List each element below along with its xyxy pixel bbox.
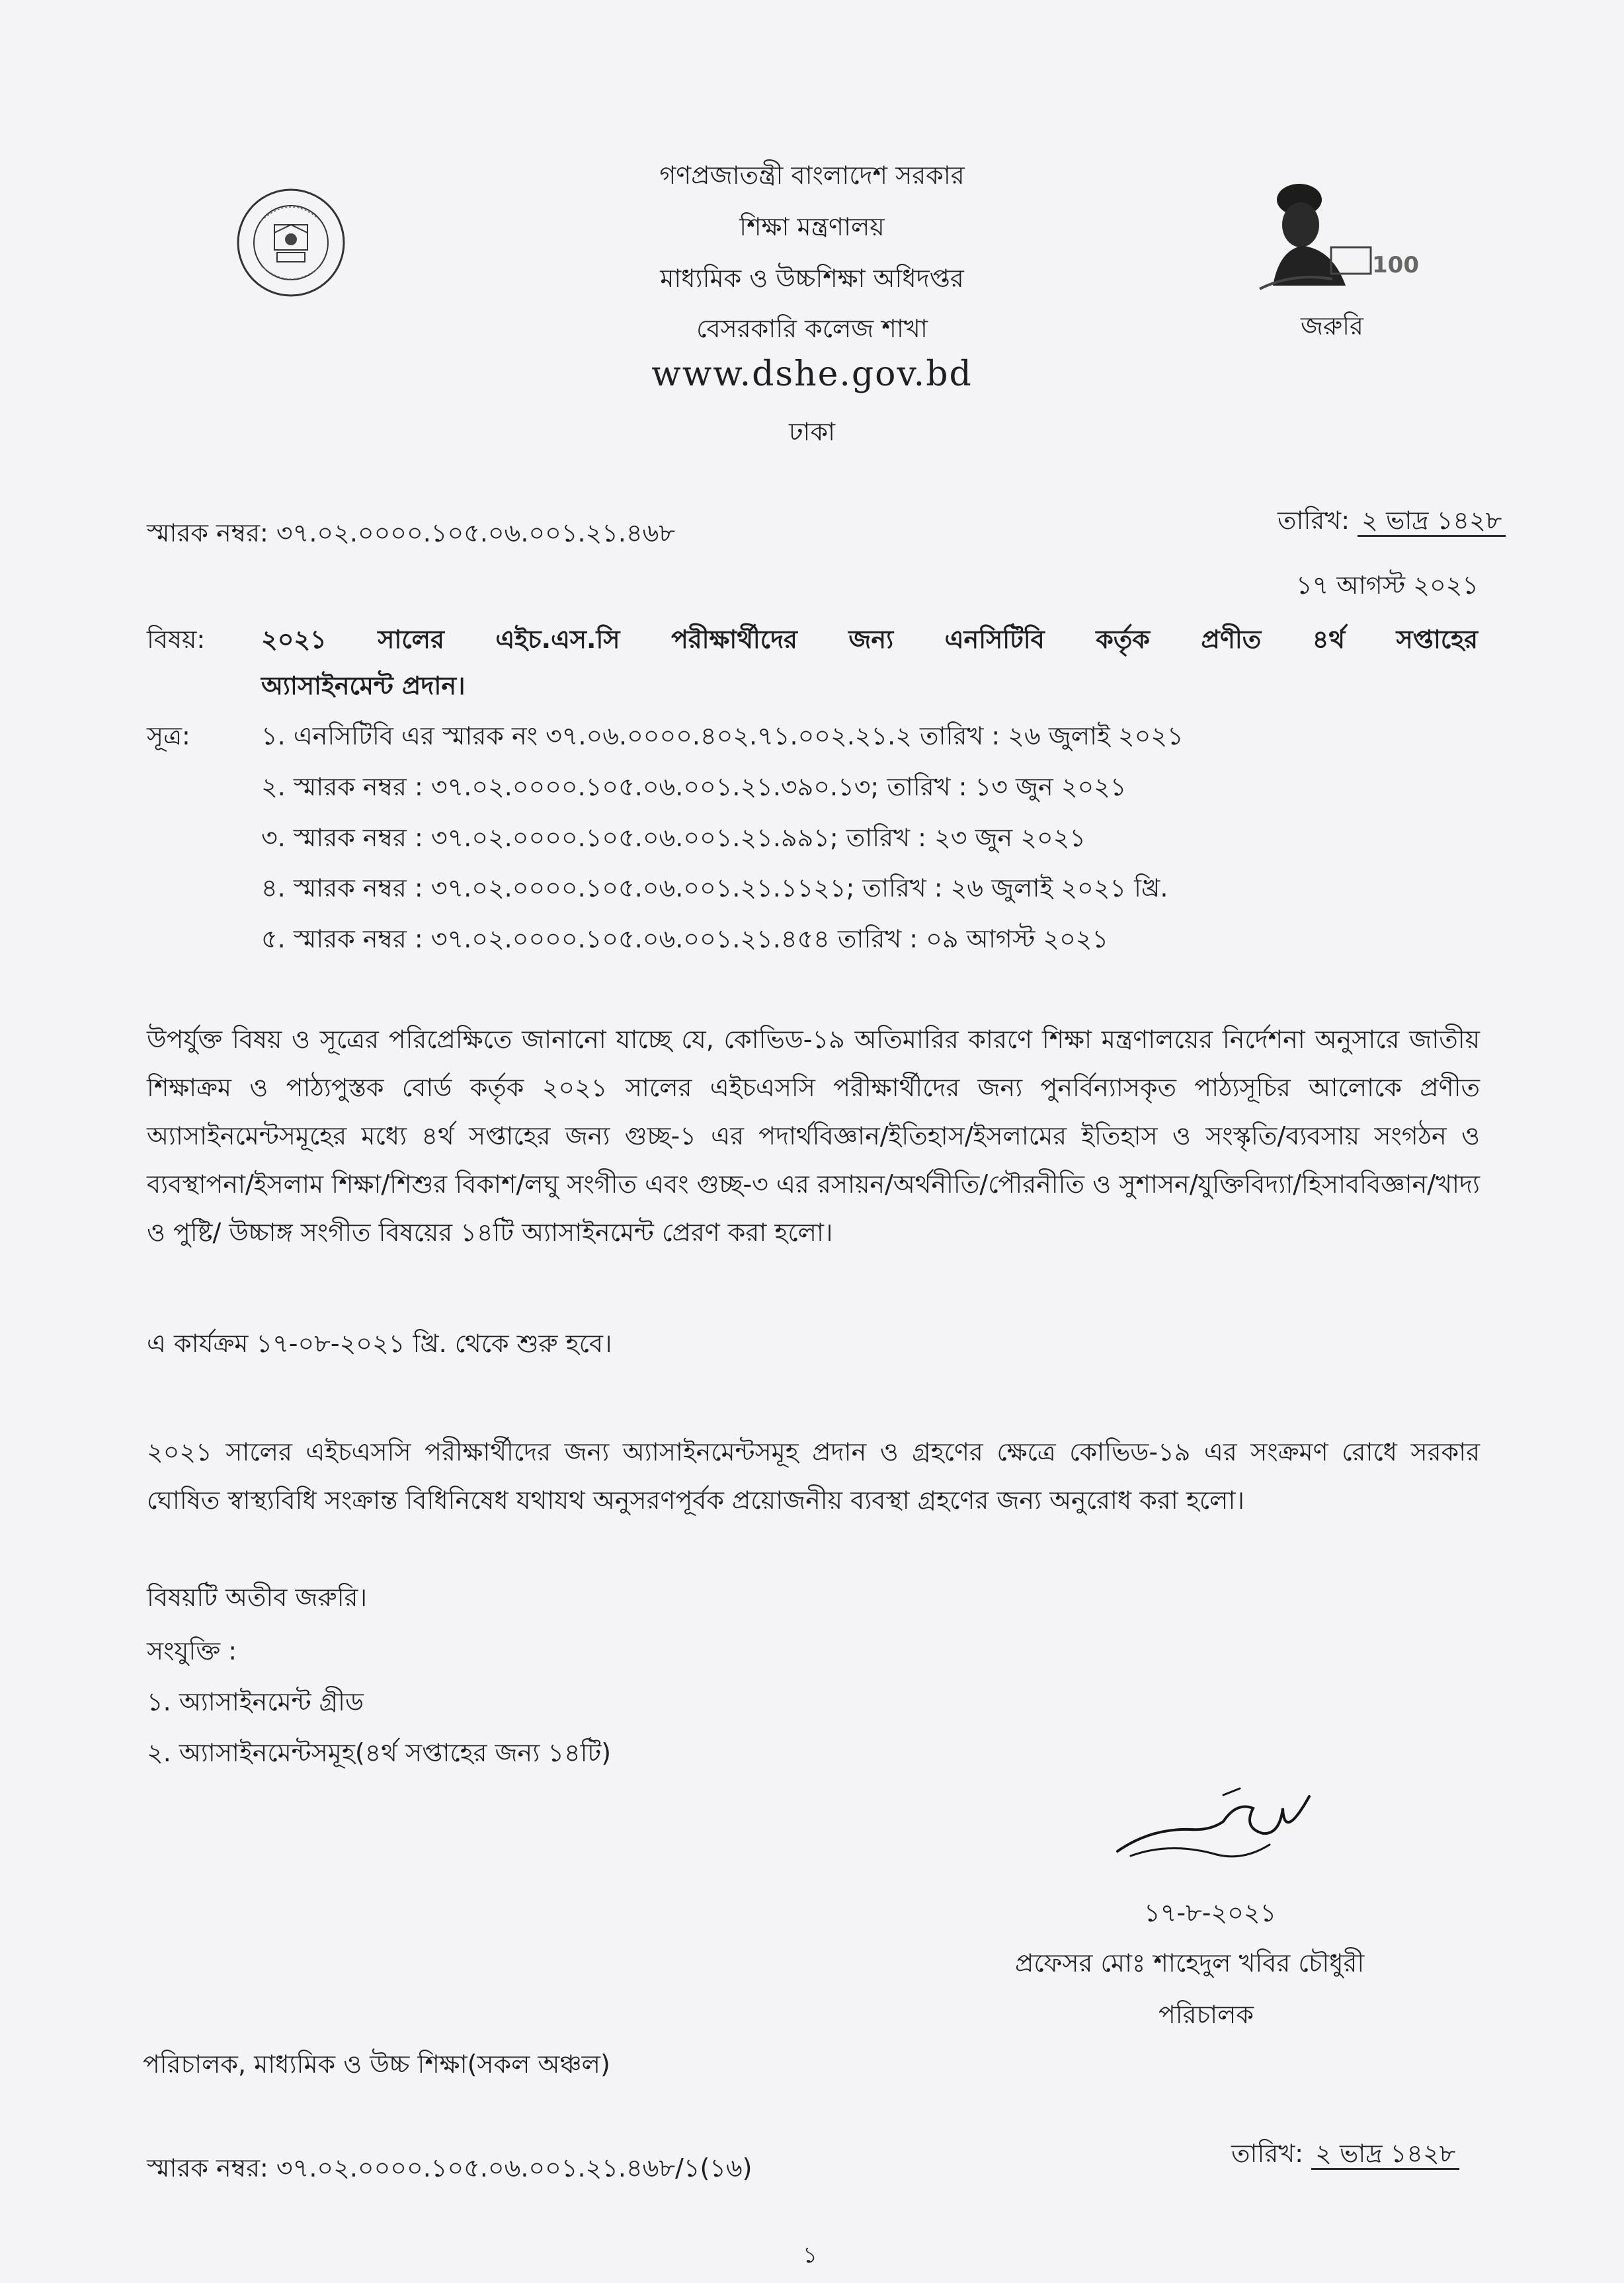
reference-item-1: ১. এনসিটিবি এর স্মারক নং ৩৭.০৬.০০০০.৪০২.৭১.০০২.২১.২ তারিখ : ২৬ জুলাই ২০২১ <box>261 721 1184 750</box>
memo-date <box>1278 501 1506 543</box>
header-directorate: মাধ্যমিক ও উচ্চশিক্ষা অধিদপ্তর <box>660 264 964 293</box>
page-number: ১ <box>803 2242 818 2268</box>
reference-item-5: ৫. স্মারক নম্বর : ৩৭.০২.০০০০.১০৫.০৬.০০১.২১.৪৫৪ তারিখ : ০৯ আগস্ট ২০২১ <box>261 924 1109 953</box>
attachment-item-1: ১. অ্যাসাইনমেন্ট গ্রীড <box>147 1687 364 1716</box>
memo2-date-label: তারিখ: <box>1231 2139 1304 2168</box>
body-paragraph-2: ২০২১ সালের এইচএসসি পরীক্ষার্থীদের জন্য অ্যাসাইনমেন্টসমূহ প্রদান ও গ্রহণের ক্ষেত্রে কোভিড-১৯ এর সংক্রমণ রোধে সরকার ঘোষিত স্বাস্থ্যবিধি সংক্রান্ত বিধিনিষেধ যথাযথ অনুসরণপূর্বক প্রয়োজনীয় ব্যবস্থা গ্রহণের জন্য অনুরোধ করা হলো। <box>147 1437 1480 1515</box>
mujib-100-emblem <box>1253 173 1425 292</box>
subject-line-1: ২০২১ সালের এইচ.এস.সি পরীক্ষার্থীদের জন্য এনসিটিবি কর্তৃক প্রণীত ৪র্থ সপ্তাহের <box>261 625 1478 654</box>
memo-date-english: ১৭ আগস্ট ২০২১ <box>1296 571 1479 600</box>
reference-label: সূত্র: <box>147 721 190 750</box>
subject-line-2: অ্যাসাইনমেন্ট প্রদান। <box>261 671 466 700</box>
memo-value: ৩৭.০২.০০০০.১০৫.০৬.০০১.২১.৪৬৮ <box>276 518 676 547</box>
reference-item-4: ৪. স্মারক নম্বর : ৩৭.০২.০০০০.১০৫.০৬.০০১.২১.১১২১; তারিখ : ২৬ জুলাই ২০২১ খ্রি. <box>261 873 1168 902</box>
memo2-number <box>147 2149 752 2191</box>
attachment-label: সংযুক্তি : <box>147 1636 237 1665</box>
memo2-label: স্মারক নম্বর: <box>147 2153 268 2183</box>
svg-text:100: 100 <box>1372 252 1419 278</box>
reference-item-2: ২. স্মারক নম্বর : ৩৭.০২.০০০০.১০৫.০৬.০০১.২১.৩৯০.১৩; তারিখ : ১৩ জুন ২০২১ <box>261 772 1127 801</box>
attachment-item-2: ২. অ্যাসাইনমেন্টসমূহ(৪র্থ সপ্তাহের জন্য ১৪টি) <box>147 1738 612 1767</box>
signatory-title: পরিচালক <box>1158 2000 1254 2029</box>
header-city: ঢাকা <box>788 417 836 446</box>
memo-label: স্মারক নম্বর: <box>147 518 268 547</box>
urgent-note: বিষয়টি অতীব জরুরি। <box>147 1583 368 1612</box>
memo-number <box>147 514 675 556</box>
header-branch: বেসরকারি কলেজ শাখা <box>696 314 928 343</box>
subject-label: বিষয়: <box>147 625 206 654</box>
header-website: www.dshe.gov.bd <box>651 354 973 394</box>
memo2-date <box>1231 2134 1459 2177</box>
body-start-note: এ কার্যক্রম ১৭-০৮-২০২১ খ্রি. থেকে শুরু হবে। <box>147 1329 612 1358</box>
signatory-name: প্রফেসর মোঃ শাহেদুল খবির চৌধুরী <box>1015 1948 1365 1978</box>
header-government: গণপ্রজাতন্ত্রী বাংলাদেশ সরকার <box>659 161 965 190</box>
memo2-date-bangla: ২ ভাদ্র ১৪২৮ <box>1311 2139 1459 2170</box>
memo-date-bangla: ২ ভাদ্র ১৪২৮ <box>1358 506 1506 537</box>
memo-date-label: তারিখ: <box>1278 506 1350 535</box>
signature-date: ১৭-৮-২০২১ <box>1144 1898 1277 1927</box>
signature-scribble <box>1111 1782 1329 1871</box>
recipient: পরিচালক, মাধ্যমিক ও উচ্চ শিক্ষা(সকল অঞ্চল) <box>143 2050 610 2079</box>
memo2-value: ৩৭.০২.০০০০.১০৫.০৬.০০১.২১.৪৬৮/১(১৬) <box>276 2153 752 2183</box>
reference-item-3: ৩. স্মারক নম্বর : ৩৭.০২.০০০০.১০৫.০৬.০০১.২১.৯৯১; তারিখ : ২৩ জুন ২০২১ <box>261 823 1086 852</box>
body-paragraph-1: উপর্যুক্ত বিষয় ও সূত্রের পরিপ্রেক্ষিতে জানানো যাচ্ছে যে, কোভিড-১৯ অতিমারির কারণে শিক্ষা মন্ত্রণালয়ের নির্দেশনা অনুসারে জাতীয় শিক্ষাক্রম ও পাঠ্যপুস্তক বোর্ড কর্তৃক ২০২১ সালের এইচএসসি পরীক্ষার্থীদের জন্য পুনর্বিন্যাসকৃত পাঠ্যসূচির আলোকে প্রণীত অ্যাসাইনমেন্টসমূহের মধ্যে ৪র্থ সপ্তাহের জন্য গুচ্ছ-১ এর পদার্থবিজ্ঞান/ইতিহাস/ইসলামের ইতিহাস ও সংস্কৃতি/ব্যবসায় সংগঠন ও ব্যবস্থাপনা/ইসলাম শিক্ষা/শিশুর বিকাশ/লঘু সংগীত এবং গুচ্ছ-৩ এর রসায়ন/অর্থনীতি/পৌরনীতি ও সুশাসন/যুক্তিবিদ্যা/হিসাববিজ্ঞান/খাদ্য ও পুষ্টি/ উচ্চাঙ্গ সংগীত বিষয়ের ১৪টি অ্যাসাইনমেন্ট প্রেরণ করা হলো। <box>147 1025 1480 1247</box>
urgent-label: জরুরি <box>1301 311 1363 340</box>
header-ministry: শিক্ষা মন্ত্রণালয় <box>739 212 885 241</box>
